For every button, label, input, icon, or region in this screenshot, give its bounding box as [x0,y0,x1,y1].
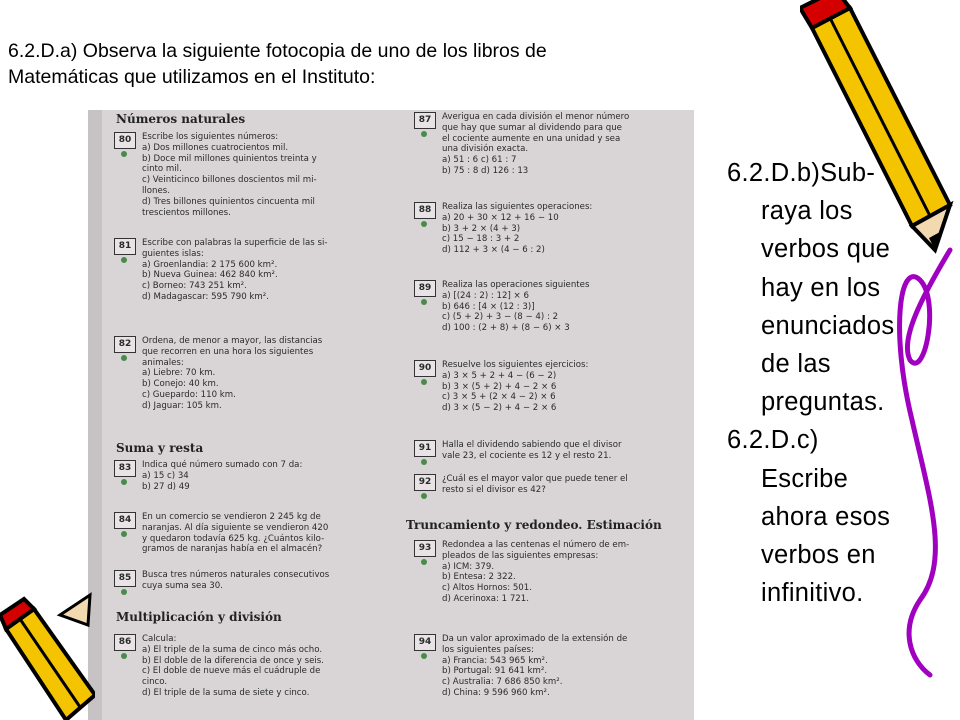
exercise-line: guientes islas: [142,248,204,259]
exercise-line: b) 27 d) 49 [142,481,190,492]
difficulty-dot-icon [421,299,427,305]
exercise-line: a) Francia: 543 965 km². [442,655,548,666]
difficulty-dot-icon [421,221,427,227]
exercise-line: pleados de las siguientes empresas: [442,550,599,561]
exercise-line: Realiza las operaciones siguientes [442,280,590,290]
pencil-icon [800,0,950,250]
difficulty-dot-icon [121,531,127,537]
exercise-text [142,512,396,555]
difficulty-dot-icon [421,559,427,565]
exercise-line: a) Groenlandia: 2 175 600 km². [142,259,278,270]
exercise-line: d) Tres billones quinientos cincuenta mil [142,196,315,207]
exercise-text [442,280,686,334]
exercise-number: 87 [414,112,436,129]
instruction-b: 6.2.D.b)Sub- raya los verbos que hay en los enunciados de las preguntas. [727,159,895,417]
exercise-line: el cociente aumente en una unidad y sea [442,133,621,144]
exercise-line: cuya suma sea 30. [142,580,223,591]
exercise-line: cinco. [142,677,168,688]
exercise-line: c) El doble de nueve más el cuádruple de [142,666,321,677]
swirl-line [900,250,950,675]
exercise-line: que recorren en una hora los siguientes [142,346,314,357]
exercise-line: vale 23, el cociente es 12 y el resto 21. [442,450,612,461]
exercise-line: d) China: 9 596 960 km². [442,687,550,698]
exercise-text [442,474,686,496]
exercise-number: 89 [414,280,436,297]
exercise-line: y quedaron todavía 625 kg. ¿Cuántos kilo- [142,533,325,544]
difficulty-dot-icon [421,493,427,499]
difficulty-dot-icon [421,379,427,385]
exercise-line: d) El triple de la suma de siete y cinco. [142,687,310,698]
exercise-line: Averigua en cada división el menor número [442,112,630,122]
difficulty-dot-icon [421,131,427,137]
instruction-c: 6.2.D.c) Escribe ahora esos verbos en infinitivo. [727,426,891,608]
exercise-line: Indica qué número sumado con 7 da: [142,460,303,470]
exercise-line: a) Liebre: 70 km. [142,368,216,379]
exercise-line: Halla el dividendo sabiendo que el divisor [442,440,622,450]
exercise-text [142,132,396,218]
exercise-line: En un comercio se vendieron 2 245 kg de [142,512,321,522]
exercise-text [142,460,396,492]
exercise-line: c) 3 × 5 + (2 × 4 − 2) × 6 [442,392,556,403]
exercise-line: a) [(24 : 2) : 12] × 6 [442,290,529,301]
exercise-number: 88 [414,202,436,219]
exercise-text [142,570,396,592]
exercise-line: cinto mil. [142,164,182,175]
exercise-line: Escribe con palabras la superficie de las si- [142,238,328,248]
exercise-line: d) Acerinoxa: 1 721. [442,593,529,604]
exercise-line: a) 20 + 30 × 12 + 16 − 10 [442,212,559,223]
exercise-line: a) ICM: 379. [442,561,495,572]
exercise-line: ¿Cuál es el mayor valor que puede tener el [442,474,628,484]
pencil-tip-icon [60,595,90,625]
exercise-line: c) Guepardo: 110 km. [142,389,236,400]
exercise-line: Busca tres números naturales consecutivos [142,570,330,580]
exercise-line: d) 100 : (2 + 8) + (8 − 6) × 3 [442,323,570,334]
exercise-number: 91 [414,440,436,457]
exercise-line: a) 51 : 6 c) 61 : 7 [442,155,517,166]
exercise-line: Resuelve los siguientes ejercicios: [442,360,589,370]
exercise-line: d) 112 + 3 × (4 − 6 : 2) [442,245,545,256]
exercise-line: Calcula: [142,634,177,644]
section-truncamiento: Truncamiento y redondeo. Estimación [406,518,662,532]
difficulty-dot-icon [421,459,427,465]
exercise-line: una división exacta. [442,144,529,155]
exercise-line: resto si el divisor es 42? [442,484,546,495]
exercise-line: Escribe los siguientes números: [142,132,279,142]
exercise-line: b) Nueva Guinea: 462 840 km². [142,270,278,281]
exercise-line: a) El triple de la suma de cinco más ocho. [142,644,323,655]
exercise-number: 81 [114,238,136,255]
section-numeros-naturales: Números naturales [116,112,246,126]
difficulty-dot-icon [421,653,427,659]
exercise-line: c) Borneo: 743 251 km². [142,281,247,292]
exercise-line: llones. [142,185,170,196]
exercise-line: gramos de naranjas había en el almacén? [142,544,323,555]
exercise-line: b) 3 × (5 + 2) + 4 − 2 × 6 [442,381,557,392]
exercise-line: animales: [142,357,184,368]
exercise-line: d) Jaguar: 105 km. [142,400,222,411]
exercise-line: a) 3 × 5 + 2 + 4 − (6 − 2) [442,370,557,381]
exercise-number: 86 [114,634,136,651]
exercise-line: naranjas. Al día siguiente se vendieron 420 [142,522,329,533]
exercise-line: los siguientes países: [442,644,534,655]
exercise-line: b) 75 : 8 d) 126 : 13 [442,165,529,176]
exercise-number: 85 [114,570,136,587]
exercise-line: Realiza las siguientes operaciones: [442,202,593,212]
title-line-2: Matemáticas que utilizamos en el Instituto: [8,66,376,88]
difficulty-dot-icon [121,653,127,659]
pencil-swirl-clipart [800,0,960,680]
textbook-photocopy [88,110,694,720]
exercise-number: 94 [414,634,436,651]
exercise-line: d) 3 × (5 − 2) + 4 − 2 × 6 [442,403,557,414]
exercise-line: a) 15 c) 34 [142,470,189,481]
exercise-line: c) Veinticinco billones doscientos mil mi- [142,175,317,186]
exercise-line: a) Dos millones cuatrocientos mil. [142,142,289,153]
section-multiplicacion: Multiplicación y división [116,610,282,624]
exercise-number: 82 [114,336,136,353]
exercise-line: Redondea a las centenas el número de em- [442,540,630,550]
section-suma-resta: Suma y resta [116,441,204,455]
exercise-line: que hay que sumar al dividendo para que [442,122,622,133]
exercise-number: 83 [114,460,136,477]
difficulty-dot-icon [121,355,127,361]
exercise-number: 92 [414,474,436,491]
exercise-text [442,440,686,462]
instruction-title [8,38,808,90]
exercise-line: b) 3 + 2 × (4 + 3) [442,223,521,234]
exercise-line: d) Madagascar: 595 790 km². [142,291,269,302]
difficulty-dot-icon [121,589,127,595]
exercise-line: b) 646 : [4 × (12 : 3)] [442,301,535,312]
exercise-text [442,112,686,177]
exercise-line: c) Altos Hornos: 501. [442,583,532,594]
exercise-text [442,202,686,256]
exercise-line: Da un valor aproximado de la extensión de [442,634,628,644]
exercise-number: 93 [414,540,436,557]
exercise-text [142,238,396,303]
exercise-text [442,634,686,699]
exercise-line: c) 15 − 18 : 3 + 2 [442,234,520,245]
pencil-bottom-clipart [0,585,95,720]
exercise-number: 90 [414,360,436,377]
exercise-line: c) Australia: 7 686 850 km². [442,677,563,688]
exercise-line: b) Portugal: 91 641 km². [442,666,548,677]
title-line-1: 6.2.D.a) Observa la siguiente fotocopia de uno de los libros de [8,40,547,62]
exercise-text [142,634,396,699]
exercise-line: trescientos millones. [142,207,231,218]
exercise-line: b) Conejo: 40 km. [142,379,219,390]
difficulty-dot-icon [121,257,127,263]
difficulty-dot-icon [121,479,127,485]
exercise-number: 84 [114,512,136,529]
exercise-text [142,336,396,412]
exercise-line: c) (5 + 2) + 3 − (8 − 4) : 2 [442,312,559,323]
exercise-line: Ordena, de menor a mayor, las distancias [142,336,323,346]
exercise-text [442,360,686,414]
exercise-line: b) Entesa: 2 322. [442,572,516,583]
exercise-line: b) El doble de la diferencia de once y seis. [142,655,324,666]
exercise-number: 80 [114,132,136,149]
difficulty-dot-icon [121,151,127,157]
exercise-text [442,540,686,605]
exercise-line: b) Doce mil millones quinientos treinta y [142,153,317,164]
